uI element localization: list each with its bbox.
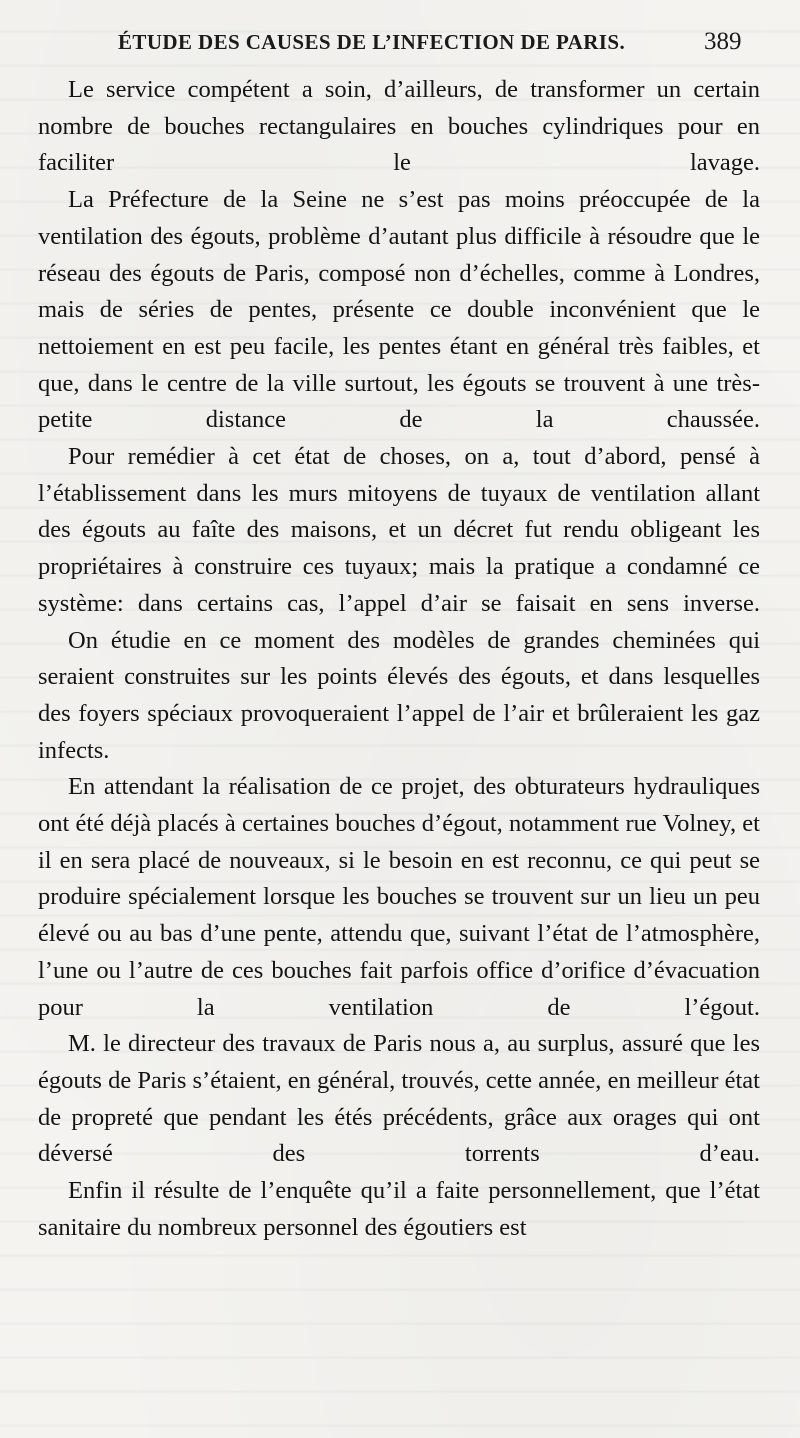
- paragraph: La Préfecture de la Seine ne s’est pas moins préoccupée de la ventilation des égouts, problème d’autant plus difficile à résoudre que le réseau des égouts de Paris, composé non d’échelles, comme à Londres, mais de séries de pentes, présente ce double inconvénient que le nettoiement en est peu facile, les pentes étant en général très faibles, et que, dans le centre de la ville surtout, les égouts se trouvent à une très-petite distance de la chaussée.: [38, 186, 760, 434]
- paragraph: En attendant la réalisation de ce projet, des obturateurs hydrauliques ont été déjà placés à certaines bouches d’égout, notamment rue Volney, et il en sera placé de nouveaux, si le besoin en est reconnu, ce qui peut se produire spécialement lorsque les bouches se trouvent sur un lieu un peu élevé ou au bas d’une pente, attendu que, suivant l’état de l’atmosphère, l’une ou l’autre de ces bouches fait parfois office d’orifice d’évacuation pour la ventilation de l’égout.: [38, 773, 760, 1021]
- page-number: 389: [704, 28, 742, 55]
- paragraph: M. le directeur des travaux de Paris nous a, au surplus, assuré que les égouts de Paris s’étaient, en général, trouvés, cette année, en meilleur état de propreté que pendant les étés précédents, grâce aux orages qui ont déversé des torrents d’eau.: [38, 1030, 760, 1168]
- body-text: [38, 72, 760, 1247]
- paragraph: Enfin il résulte de l’enquête qu’il a faite personnellement, que l’état sanitaire du nombreux personnel des égoutiers est: [38, 1177, 760, 1241]
- paragraph: On étudie en ce moment des modèles de grandes cheminées qui seraient construites sur les points élevés des égouts, et dans lesquelles des foyers spéciaux provoqueraient l’appel de l’air et brûleraient les gaz infects.: [38, 626, 760, 764]
- paragraph: Pour remédier à cet état de choses, on a, tout d’abord, pensé à l’établissement dans les murs mitoyens de tuyaux de ventilation allant des égouts au faîte des maisons, et un décret fut rendu obligeant les propriétaires à construire ces tuyaux; mais la pratique a condamné ce système: dans certains cas, l’appel d’air se faisait en sens inverse.: [38, 443, 760, 617]
- paragraph: Le service compétent a soin, d’ailleurs, de transformer un certain nombre de bouches rectangulaires en bouches cylindriques pour en faciliter le lavage.: [38, 76, 760, 177]
- running-head: ÉTUDE DES CAUSES DE L’INFECTION DE PARIS.: [118, 30, 626, 54]
